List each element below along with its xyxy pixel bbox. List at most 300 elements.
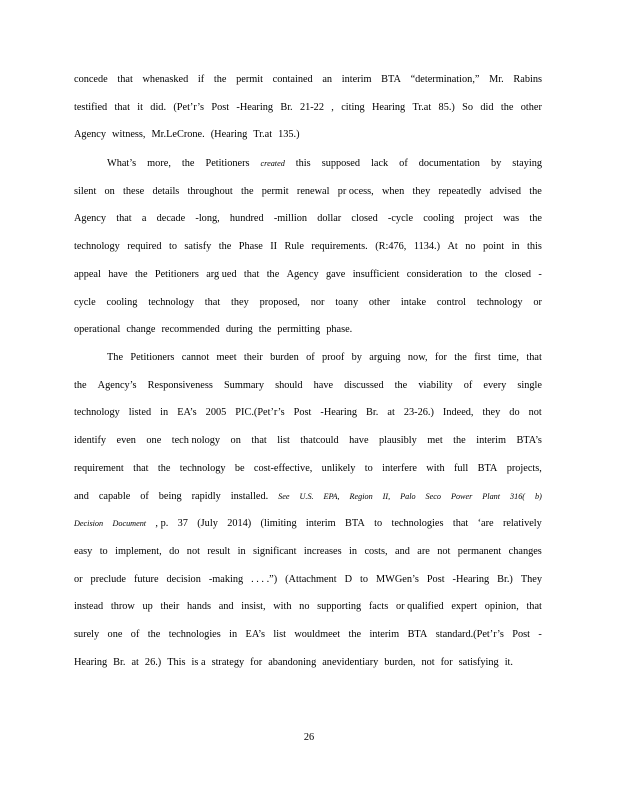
word: recommended	[161, 324, 220, 335]
text-line	[74, 128, 542, 141]
word: to	[364, 463, 373, 474]
word: every	[483, 380, 507, 391]
word: At	[447, 241, 458, 252]
word: of	[399, 158, 408, 169]
word: Tr.at	[412, 102, 432, 113]
word: are	[417, 546, 430, 557]
word: the	[453, 435, 466, 446]
word: closed	[504, 269, 532, 280]
word: have	[349, 435, 369, 446]
word: the	[266, 269, 280, 280]
word: surely	[74, 629, 100, 640]
word: throw	[110, 601, 135, 612]
word: Br.	[113, 657, 126, 668]
word: requirement	[74, 463, 124, 474]
word: in	[160, 407, 169, 418]
word: throughout	[187, 186, 233, 197]
word: PIC.(Pet’r’s	[235, 407, 285, 418]
word: -	[538, 629, 542, 640]
word: Post	[293, 407, 312, 418]
word: (July	[197, 518, 218, 529]
word: cycle	[74, 297, 96, 308]
text-line	[74, 434, 542, 447]
word: testified	[74, 102, 108, 113]
word: permanent	[457, 546, 502, 557]
word: they	[412, 186, 431, 197]
word: do	[169, 546, 180, 557]
word: II,	[382, 492, 391, 501]
word: plausibly	[379, 435, 417, 446]
word: that	[526, 601, 542, 612]
word: -Hearing	[236, 102, 274, 113]
word: other	[368, 297, 391, 308]
text-line	[74, 406, 542, 419]
word: BTA	[381, 74, 401, 85]
word: This	[167, 657, 186, 668]
text-line	[74, 517, 542, 530]
word: and	[74, 491, 89, 502]
word: II	[270, 241, 278, 252]
word: one	[146, 435, 162, 446]
word: that	[114, 102, 130, 113]
word: projects,	[506, 463, 542, 474]
word: other	[520, 102, 542, 113]
word: Petitioners	[130, 352, 175, 363]
text-line	[74, 545, 542, 558]
word: Agency	[74, 129, 107, 140]
word: the	[394, 380, 408, 391]
word: to	[99, 546, 108, 557]
word: at	[131, 657, 139, 668]
word: documentation	[418, 158, 480, 169]
word: arg ued	[206, 269, 237, 280]
word: cooling	[423, 213, 455, 224]
word: Rabins	[513, 74, 542, 85]
word: Post	[211, 102, 230, 113]
word: anevidentiary	[322, 657, 379, 668]
word: Agency	[286, 269, 319, 280]
word: more,	[147, 158, 171, 169]
word: gave	[325, 269, 346, 280]
word: technology	[476, 297, 523, 308]
word: Power	[450, 492, 473, 501]
word: hundred	[229, 213, 264, 224]
word: See	[278, 492, 290, 501]
word: opinion,	[484, 601, 519, 612]
word: citing	[341, 102, 365, 113]
word: of	[140, 491, 149, 502]
word: They	[520, 574, 542, 585]
word: standard.(Pet’r’s	[435, 629, 504, 640]
word: that	[452, 518, 469, 529]
word: -Hearing	[320, 407, 357, 418]
word: proof	[321, 352, 345, 363]
word: closed	[351, 213, 378, 224]
word: was	[503, 213, 520, 224]
word: list	[273, 629, 286, 640]
word: 23-26.)	[403, 407, 434, 418]
word: to	[374, 518, 383, 529]
word: abandoning	[268, 657, 317, 668]
word: Responsiveness	[147, 380, 213, 391]
word: preclude	[90, 574, 126, 585]
word: easy	[74, 546, 93, 557]
word: not	[421, 657, 435, 668]
word: BTA	[345, 518, 365, 529]
word: cost-effective,	[253, 463, 313, 474]
word: permitting	[277, 324, 321, 335]
word: What’s	[107, 158, 137, 169]
word: interfere	[382, 463, 417, 474]
word: with	[426, 463, 445, 474]
word: point	[482, 241, 505, 252]
word: that	[204, 297, 221, 308]
word: discussed	[344, 380, 384, 391]
word: in	[349, 546, 358, 557]
word: meet	[216, 352, 237, 363]
text-line	[74, 656, 542, 669]
word: a	[141, 213, 147, 224]
text-line	[74, 628, 542, 641]
word: in	[229, 629, 238, 640]
word: tech nology	[171, 435, 221, 446]
word: no	[299, 601, 310, 612]
word: Document	[112, 519, 147, 528]
word: with	[273, 601, 292, 612]
word: Post	[426, 574, 445, 585]
word: technology	[74, 241, 120, 252]
word: EA’s	[245, 629, 265, 640]
word: the	[218, 241, 232, 252]
word: the	[213, 74, 227, 85]
word: Indeed,	[442, 407, 474, 418]
word: met	[427, 435, 443, 446]
word: do	[509, 407, 520, 418]
text-line	[74, 296, 542, 309]
word: 2005	[205, 407, 227, 418]
word: or	[533, 297, 542, 308]
word: time,	[498, 352, 520, 363]
word: hands	[187, 601, 212, 612]
word: Petitioners	[205, 158, 250, 169]
word: thatcould	[300, 435, 339, 446]
word: at	[387, 407, 395, 418]
word: by	[490, 158, 502, 169]
word: 316(	[510, 492, 526, 501]
text-line	[74, 323, 542, 336]
word: installed.	[230, 491, 269, 502]
word: , p.	[155, 518, 169, 529]
word: the	[240, 186, 254, 197]
word: did.	[150, 102, 167, 113]
word: cooling	[106, 297, 138, 308]
text-line	[74, 268, 542, 281]
word: pr ocess,	[337, 186, 374, 197]
word: (R:476,	[375, 241, 407, 252]
word: Mr.LeCrone.	[151, 129, 205, 140]
word: witness,	[112, 129, 146, 140]
word: -million	[273, 213, 308, 224]
word: now,	[407, 352, 428, 363]
text-line	[74, 212, 542, 225]
word: decision	[166, 574, 201, 585]
word: silent	[74, 186, 97, 197]
word: Agency	[74, 213, 107, 224]
word: Post	[512, 629, 530, 640]
word: of	[463, 380, 473, 391]
word: that	[116, 213, 132, 224]
word: (Hearing	[210, 129, 248, 140]
word: that	[251, 435, 267, 446]
word: implement,	[115, 546, 162, 557]
word: identify	[74, 435, 107, 446]
word: the	[348, 629, 362, 640]
word: decade	[156, 213, 186, 224]
word: when	[381, 186, 405, 197]
word: that	[117, 74, 133, 85]
word: nor	[310, 297, 325, 308]
word: significant	[253, 546, 297, 557]
word: consideration	[406, 269, 463, 280]
word: this	[295, 158, 311, 169]
word: repeatedly	[438, 186, 482, 197]
word: insist,	[241, 601, 266, 612]
word: Palo	[400, 492, 416, 501]
word: if	[197, 74, 205, 85]
word: the	[147, 629, 161, 640]
word: Hearing	[74, 657, 108, 668]
word: advised	[489, 186, 522, 197]
word: “determination,”	[410, 74, 480, 85]
word: or	[74, 574, 83, 585]
word: full	[453, 463, 469, 474]
word: the	[529, 213, 542, 224]
word: appeal	[74, 269, 101, 280]
word: (limiting	[260, 518, 297, 529]
text-line	[107, 351, 542, 364]
word: technologies	[391, 518, 444, 529]
word: contained	[272, 74, 313, 85]
word: arguing	[369, 352, 401, 363]
word: on	[230, 435, 241, 446]
word: satisfy	[184, 241, 212, 252]
word: interim	[476, 435, 506, 446]
word: not	[437, 546, 451, 557]
word: did	[480, 102, 494, 113]
word: their	[243, 352, 263, 363]
word: their	[160, 601, 180, 612]
word: requirements.	[311, 241, 368, 252]
word: -long,	[195, 213, 220, 224]
word: on	[104, 186, 115, 197]
word: project	[464, 213, 493, 224]
word: staying	[512, 158, 542, 169]
word: of	[306, 352, 315, 363]
word: the	[484, 269, 498, 280]
word: being	[158, 491, 182, 502]
word: have	[108, 269, 128, 280]
word: So	[462, 102, 474, 113]
word: whenasked	[142, 74, 189, 85]
word: rapidly	[191, 491, 221, 502]
word: Summary	[223, 380, 264, 391]
word: or qualified	[395, 601, 444, 612]
word: b)	[534, 492, 542, 501]
word: Petitioners	[154, 269, 199, 280]
word: Tr.at	[253, 129, 273, 140]
word: list	[277, 435, 290, 446]
word: for	[434, 352, 447, 363]
word: the	[529, 186, 542, 197]
word: by	[351, 352, 362, 363]
word: strategy	[211, 657, 245, 668]
word: cannot	[181, 352, 210, 363]
word: EA’s	[177, 407, 197, 418]
word: Hearing	[371, 102, 406, 113]
word: BTA	[477, 463, 498, 474]
word: interim	[305, 518, 336, 529]
word: that	[526, 352, 542, 363]
word: for	[440, 657, 453, 668]
word: it	[137, 102, 143, 113]
text-line	[74, 600, 542, 613]
word: technology	[179, 463, 226, 474]
word: MWGen’s	[375, 574, 419, 585]
word: have	[313, 380, 334, 391]
word: listed	[128, 407, 152, 418]
word: up	[142, 601, 153, 612]
word: for	[250, 657, 263, 668]
word: ,	[331, 102, 334, 113]
word: single	[517, 380, 542, 391]
word: in	[511, 241, 520, 252]
word: of	[130, 629, 140, 640]
word: facts	[368, 601, 389, 612]
word: should	[275, 380, 303, 391]
word: these	[123, 186, 145, 197]
word: and	[218, 601, 234, 612]
word: renewal	[296, 186, 330, 197]
word: the	[454, 352, 467, 363]
word: it.	[504, 657, 513, 668]
word: supposed	[321, 158, 361, 169]
text-line	[74, 573, 542, 586]
word: dollar	[317, 213, 342, 224]
word: the	[134, 269, 148, 280]
word: costs,	[364, 546, 388, 557]
word: 85.)	[438, 102, 455, 113]
word: BTA	[407, 629, 428, 640]
word: toany	[335, 297, 359, 308]
word: EPA,	[323, 492, 340, 501]
word: . . . .”)	[251, 574, 278, 585]
word: -Hearing	[452, 574, 490, 585]
word: Br.)	[497, 574, 513, 585]
word: -making	[208, 574, 244, 585]
word: insufficient	[352, 269, 400, 280]
word: technology	[148, 297, 194, 308]
word: wouldmeet	[294, 629, 341, 640]
word: phase.	[326, 324, 353, 335]
word: 2014)	[227, 518, 252, 529]
word: they	[231, 297, 249, 308]
word: permit	[261, 186, 289, 197]
word: to	[469, 269, 478, 280]
word: details	[152, 186, 180, 197]
word: required	[127, 241, 162, 252]
word: concede	[74, 74, 108, 85]
word: the	[74, 380, 87, 391]
word: that	[133, 463, 149, 474]
text-line	[74, 240, 542, 253]
word: not	[528, 407, 542, 418]
text-line	[74, 379, 542, 392]
word: The	[107, 352, 124, 363]
word: technologies	[168, 629, 221, 640]
word: capable	[98, 491, 131, 502]
word: the	[258, 324, 272, 335]
word: Decision	[74, 519, 104, 528]
word: instead	[74, 601, 104, 612]
text-line	[74, 462, 542, 475]
word: -cycle	[387, 213, 414, 224]
word: 21-22	[299, 102, 324, 113]
word: an	[322, 74, 333, 85]
word: change	[126, 324, 156, 335]
word: supporting	[317, 601, 362, 612]
word: the	[157, 463, 171, 474]
text-line	[74, 73, 542, 86]
text-line	[74, 490, 542, 503]
word: changes	[508, 546, 542, 557]
word: BTA’s	[516, 435, 542, 446]
word: Br.	[280, 102, 293, 113]
text-line	[107, 157, 542, 170]
word: no	[465, 241, 476, 252]
page-number: 26	[303, 732, 315, 743]
word: interim	[341, 74, 372, 85]
word: ‘are	[477, 518, 494, 529]
word: lack	[371, 158, 389, 169]
word: expert	[451, 601, 478, 612]
word: relatively	[502, 518, 542, 529]
word: (Pet’r’s	[173, 102, 205, 113]
word: permit	[236, 74, 263, 85]
word: created	[260, 159, 285, 168]
word: Region	[349, 492, 373, 501]
word: D	[344, 574, 352, 585]
word: U.S.	[299, 492, 314, 501]
word: first	[474, 352, 491, 363]
word: Plant	[482, 492, 501, 501]
word: control	[436, 297, 467, 308]
word: technology	[74, 407, 120, 418]
word: result	[207, 546, 231, 557]
word: increases	[303, 546, 342, 557]
word: one	[107, 629, 123, 640]
word: is a	[191, 657, 206, 668]
word: intake	[400, 297, 427, 308]
word: 135.)	[278, 129, 300, 140]
word: that	[243, 269, 260, 280]
word: Rule	[284, 241, 304, 252]
word: Seco	[425, 492, 441, 501]
word: and	[395, 546, 410, 557]
word: 1134.)	[413, 241, 441, 252]
word: in	[237, 546, 246, 557]
word: not	[186, 546, 200, 557]
word: they	[482, 407, 501, 418]
